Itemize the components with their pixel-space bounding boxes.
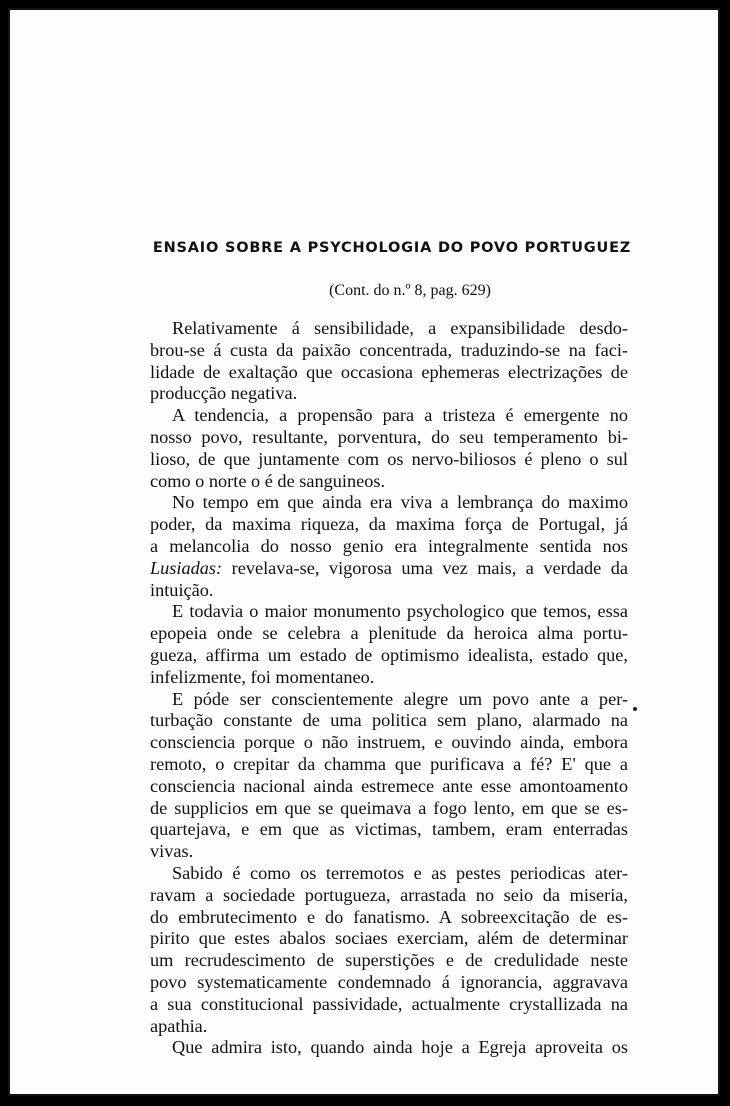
paragraph-4 [150, 601, 628, 688]
paragraph-3 [150, 492, 628, 601]
text-line: brou-se á custa da paixão concentrada, traduzindo-se na faci- [150, 339, 628, 360]
text-line: pirito que estes abalos sociaes exerciam, além de determinar [150, 928, 628, 949]
article-body [150, 318, 628, 1059]
text-line-with-italic [150, 558, 628, 580]
text-line: Relativamente á sensibilidade, a expansibilidade desdo- [172, 318, 628, 338]
text-line: A tendencia, a propensão para a tristeza é emergente no [172, 405, 628, 426]
text-line: intuição. [150, 579, 214, 600]
text-line: ravam a sociedade portugueza, arrastada no seio da miseria, [150, 884, 628, 905]
text-line: E póde ser conscientemente alegre um povo ante a per- [172, 688, 628, 709]
text-line: producção negativa. [150, 383, 298, 404]
paragraph-5 [150, 689, 628, 863]
continuation-note: (Cont. do n.º 8, pag. 629) [329, 282, 491, 299]
text-line: lioso, de que juntamente com os nervo-biliosos é pleno o sul [150, 448, 628, 469]
text-line: do embrutecimento e do fanatismo. A sobreexcitação de es- [150, 906, 628, 927]
text-line: como o norte o é de sanguineos. [150, 470, 386, 491]
text-line: No tempo em que ainda era viva a lembrança do maximo [172, 492, 628, 513]
paragraph-7 [150, 1037, 628, 1059]
text-line: poder, da maxima riqueza, da maxima força de Portugal, já [150, 514, 628, 535]
text-line: gueza, affirma um estado de optimismo idealista, estado que, [150, 644, 628, 665]
text-line: infelizmente, foi momentaneo. [150, 666, 375, 687]
text-line: lidade de exaltação que occasiona ephemeras electrizações de [150, 361, 628, 382]
text-line: Sabido é como os terremotos e as pestes periodicas ater- [172, 862, 628, 883]
article-title: ENSAIO SOBRE A PSYCHOLOGIA DO POVO PORTUGUEZ [152, 240, 632, 256]
text-line: Que admira isto, quando ainda hoje a Egreja aproveita os [172, 1037, 628, 1058]
text-line: quartejava, e em que as victimas, tambem, eram enterradas [150, 819, 628, 840]
paragraph-2 [150, 405, 628, 492]
text-line: nosso povo, resultante, porventura, do seu temperamento bi- [150, 426, 628, 447]
text-fragment: revelava-se, vigorosa uma vez mais, a verdade da [231, 557, 628, 578]
paragraph-6 [150, 863, 628, 1037]
text-line: remoto, o crepitar da chamma que purificava a fé? E' que a [150, 753, 628, 774]
text-line: povo systematicamente condemnado á ignorancia, aggravava [150, 971, 628, 992]
text-line: de supplicios em que se queimava a fogo lento, em que se es- [150, 797, 628, 818]
text-line: apathia. [150, 1015, 208, 1036]
text-line: epopeia onde se celebra a plenitude da heroica alma portu- [150, 623, 628, 644]
ink-speck [633, 707, 637, 711]
text-line: consciencia porque o não instruem, e ouvindo ainda, embora [150, 732, 628, 753]
text-line: turbação constante de uma politica sem plano, alarmado na [150, 710, 628, 731]
italic-title: Lusiadas: [150, 557, 223, 578]
paragraph-1 [150, 318, 628, 405]
text-line: um recrudescimento de superstições e de credulidade neste [150, 950, 628, 971]
text-line: consciencia nacional ainda estremece ante esse amontoamento [150, 775, 628, 796]
text-line: a melancolia do nosso genio era integralmente sentida nos [150, 535, 628, 556]
text-line: E todavia o maior monumento psychologico que temos, essa [172, 601, 628, 622]
text-line: vivas. [150, 841, 194, 862]
text-line: a sua constitucional passividade, actualmente crystallizada na [150, 993, 628, 1014]
